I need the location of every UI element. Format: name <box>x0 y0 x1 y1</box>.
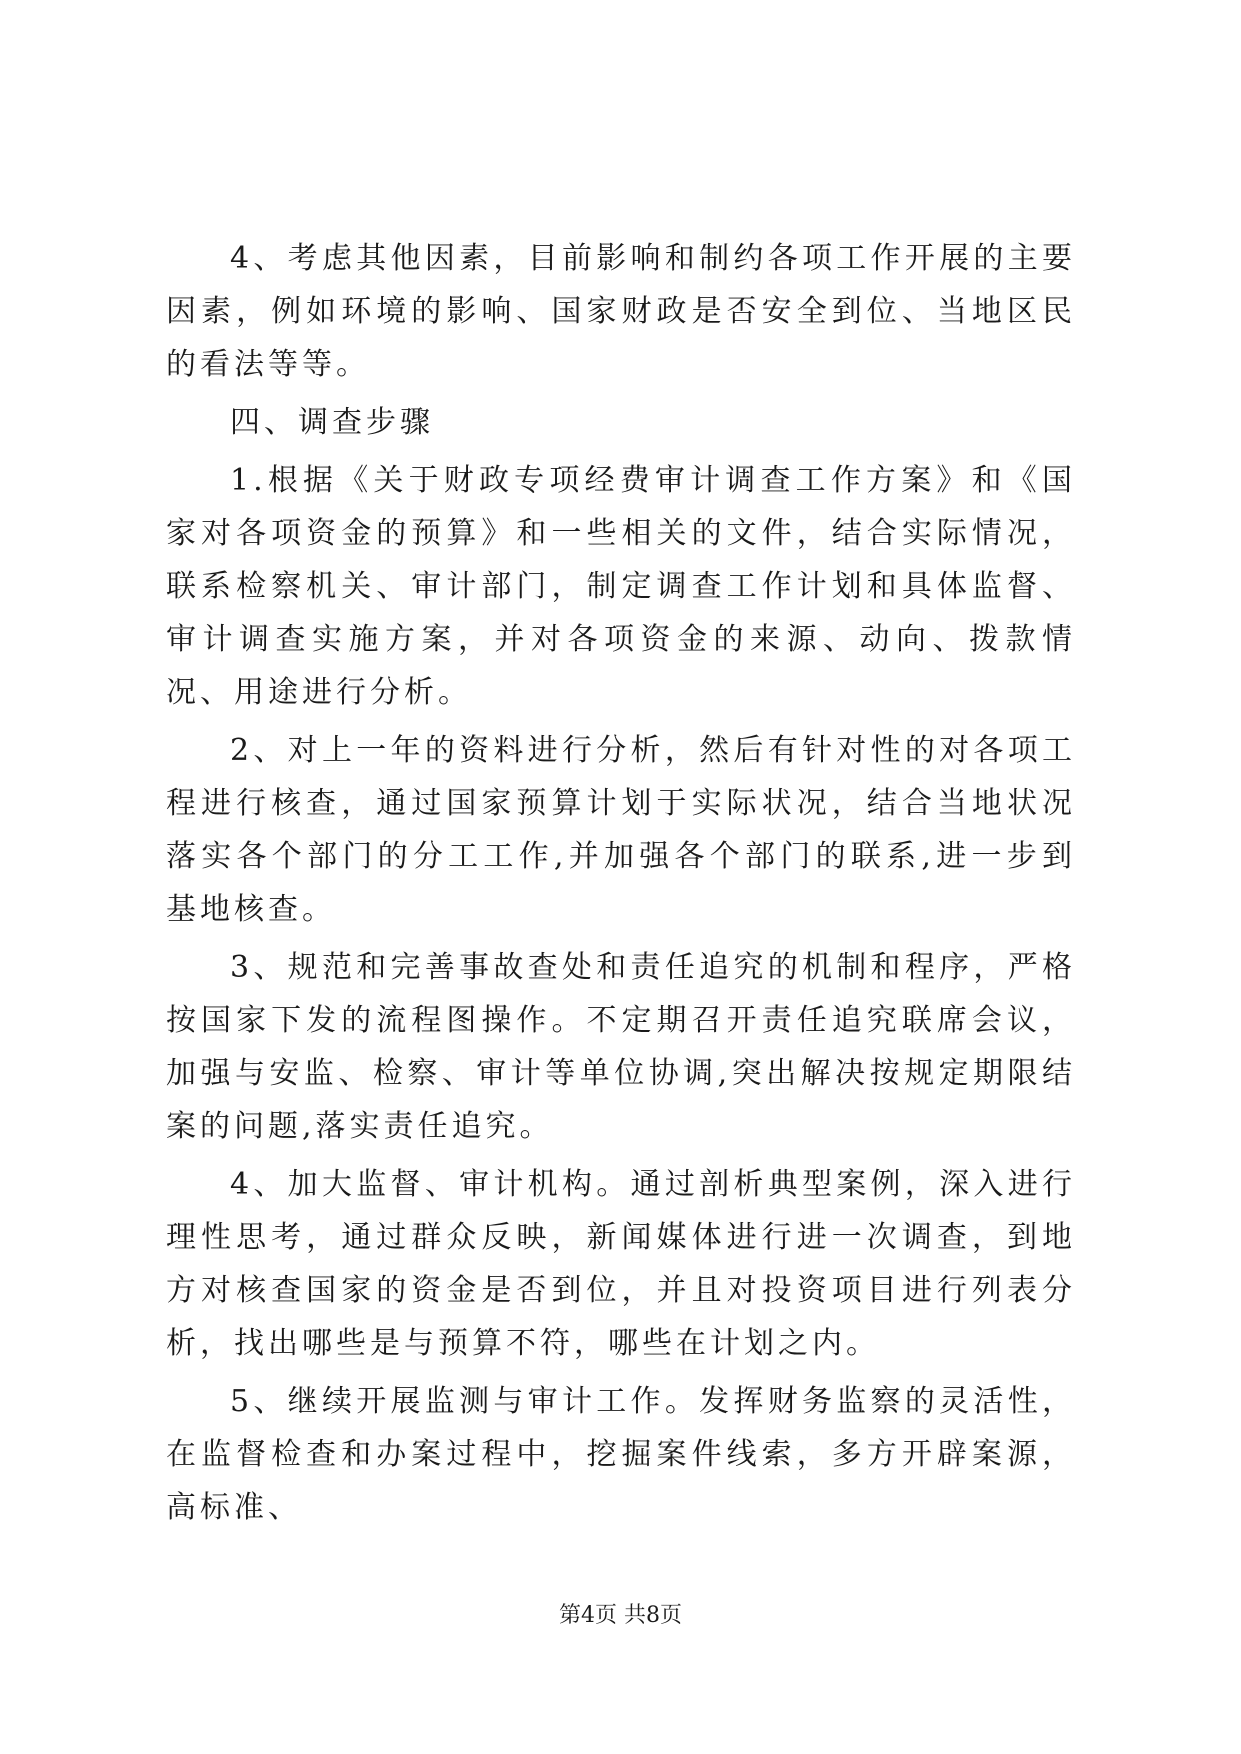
paragraph-step-4: 4、加大监督、审计机构。通过剖析典型案例，深入进行理性思考，通过群众反映，新闻媒体进行进一次调查，到地方对核查国家的资金是否到位，并且对投资项目进行列表分析，找出哪些是与预算不符，哪些在计划之内。 <box>166 1167 1076 1361</box>
paragraph-step-1: 1.根据《关于财政专项经费审计调查工作方案》和《国家对各项资金的预算》和一些相关的文件，结合实际情况，联系检察机关、审计部门，制定调查工作计划和具体监督、审计调查实施方案，并对各项资金的来源、动向、拨款情况、用途进行分析。 <box>166 463 1076 710</box>
page-footer <box>0 1598 1241 1629</box>
paragraph-step-5: 5、继续开展监测与审计工作。发挥财务监察的灵活性，在监督检查和办案过程中，挖掘案件线索，多方开辟案源，高标准、 <box>166 1384 1076 1525</box>
document-body <box>166 232 1076 1539</box>
paragraph-step-2: 2、对上一年的资料进行分析，然后有针对性的对各项工程进行核查，通过国家预算计划于实际状况，结合当地状况落实各个部门的分工工作,并加强各个部门的联系,进一步到基地核查。 <box>166 733 1076 927</box>
paragraph-step-3: 3、规范和完善事故查处和责任追究的机制和程序，严格按国家下发的流程图操作。不定期召开责任追究联席会议，加强与安监、检察、审计等单位协调,突出解决按规定期限结案的问题,落实责任追究。 <box>166 950 1076 1144</box>
page-number: 第4页 共8页 <box>559 1603 682 1628</box>
paragraph-item-4-other-factors: 4、考虑其他因素，目前影响和制约各项工作开展的主要因素，例如环境的影响、国家财政是否安全到位、当地区民的看法等等。 <box>166 241 1076 382</box>
section-heading-survey-steps: 四、调查步骤 <box>230 405 434 440</box>
